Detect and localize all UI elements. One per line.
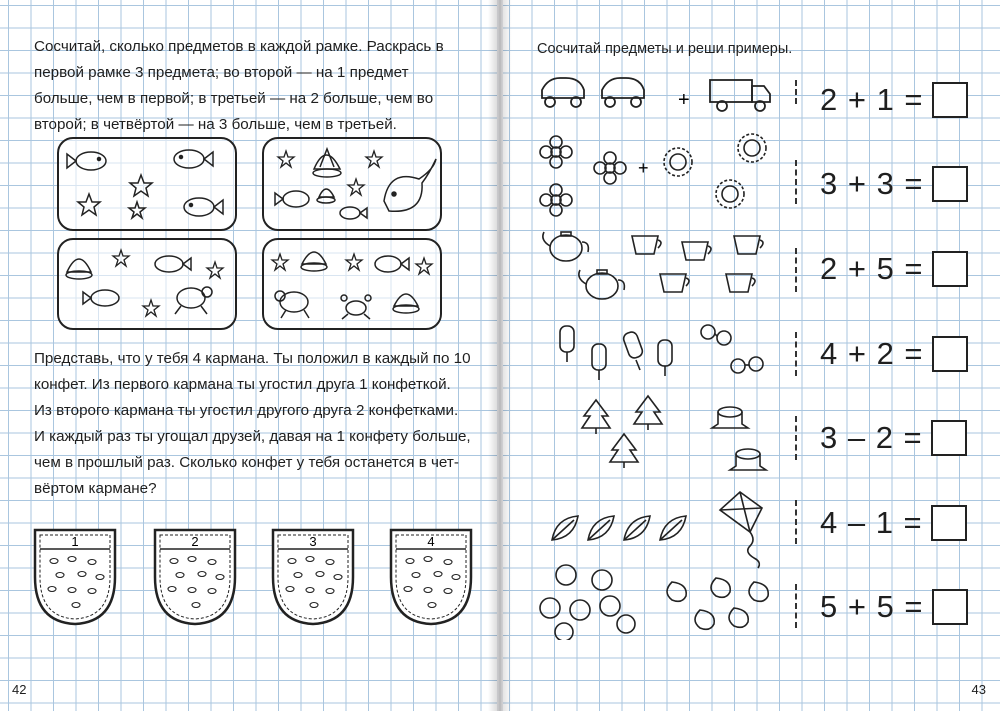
turtle-icon [275,291,309,318]
task1-text [34,34,444,138]
page-number-right: 43 [971,682,986,697]
starfish-icon [278,151,294,167]
fish-icon [275,191,309,207]
pocket-label: 2 [191,534,199,549]
stump-icon [712,407,766,470]
answer-box[interactable] [932,166,968,202]
fish-icon [155,256,191,272]
equation-text: 3 + 3 = [820,166,924,201]
starfish-icon [78,194,100,215]
divider [795,80,797,104]
starfish-icon [348,179,364,195]
equation-row [820,503,970,543]
answer-box[interactable] [932,589,968,625]
starfish-icon [143,300,159,316]
equation-text: 4 + 2 = [820,336,924,371]
frame-2[interactable] [262,137,442,231]
flower-icon [540,184,572,216]
plus-sign: + [678,89,690,111]
pocket-4[interactable] [388,527,474,632]
starfish-icon [366,151,382,167]
pear-icon [667,578,768,629]
book-spine [488,0,512,711]
turtle-icon [175,287,212,314]
sunflower-icon [664,134,766,208]
apple-icon [540,565,635,640]
divider [795,500,797,544]
equation-row [820,80,970,120]
task2-line: Из второго кармана ты угостил другого друга 2 конфетками. [34,402,459,419]
answer-box[interactable] [931,420,967,456]
kite-icon [720,492,762,568]
answer-box[interactable] [932,251,968,287]
fish-icon [174,150,213,168]
equation-row [820,249,970,289]
task2-line: конфет. Из первого кармана ты угостил друга 1 конфеткой. [34,376,451,393]
starfish-icon [129,202,145,218]
pocket-label: 3 [309,534,317,549]
divider [795,416,797,460]
pocket-3[interactable] [270,527,356,632]
answer-box[interactable] [932,82,968,118]
fish-icon [67,152,106,170]
starfish-icon [207,262,223,278]
leaf-icon [552,516,686,540]
counting-pictures [530,70,790,640]
flower-icon [594,152,626,184]
tree-icon [582,396,662,468]
task1-line: первой рамке 3 предмета; во второй — на 1 предмет [34,64,409,81]
instruction-text: Сосчитай предметы и реши примеры. [537,41,793,57]
glasses-icon [701,325,763,373]
shell-icon [393,294,419,313]
equation-row [820,418,970,458]
task1-line: второй; в четвёртой — на 3 больше, чем в третьей. [34,116,397,133]
car-icon [602,78,644,107]
equation-row [820,587,970,627]
left-page [0,0,497,711]
plus-sign: + [638,158,649,178]
task2-text [34,346,471,502]
task1-line: больше, чем в первой; в третьей — на 2 больше, чем во [34,90,434,107]
starfish-icon [113,250,129,266]
fish-icon [83,290,119,306]
task1-line: Сосчитай, сколько предметов в каждой рамке. Раскрась в [34,38,444,55]
cup-icon [632,236,763,292]
starfish-icon [130,175,152,196]
equation-row [820,164,970,204]
frame-3[interactable] [57,238,237,330]
flower-icon [540,136,572,168]
equation-text: 3 – 2 = [820,420,923,455]
equation-text: 5 + 5 = [820,589,924,624]
shell-icon [301,252,327,271]
fish-icon [375,256,409,272]
teapot-icon [543,232,625,299]
divider [795,584,797,628]
pocket-label: 4 [427,534,435,549]
starfish-icon [416,258,432,274]
pocket-2[interactable] [152,527,238,632]
answer-box[interactable] [932,336,968,372]
whale-icon [384,159,436,211]
divider [795,332,797,376]
task2-line: вёртом кармане? [34,480,157,497]
task2-line: И каждый раз ты угощал друзей, давая на 1 конфету больше, [34,428,471,445]
popsicle-icon [560,326,672,380]
fish-icon [184,198,223,216]
pocket-label: 1 [71,534,79,549]
starfish-icon [272,254,288,270]
frame-4[interactable] [262,238,442,330]
page-number-left: 42 [12,682,27,697]
truck-icon [710,80,770,111]
shell-icon [66,259,92,279]
shell-icon [317,189,335,203]
answer-box[interactable] [931,505,967,541]
divider [795,248,797,292]
shell-icon [313,149,341,177]
fish-icon [340,207,367,219]
pocket-1[interactable] [32,527,118,632]
equation-text: 2 + 5 = [820,251,924,286]
divider [795,160,797,204]
equation-row [820,334,970,374]
crab-icon [341,295,371,319]
starfish-icon [346,254,362,270]
task2-line: Представь, что у тебя 4 кармана. Ты положил в каждый по 10 [34,350,471,367]
task2-line: чем в прошлый раз. Сколько конфет у тебя останется в чет- [34,454,459,471]
car-icon [542,78,584,107]
equation-text: 4 – 1 = [820,505,923,540]
frame-1[interactable] [57,137,237,231]
equation-text: 2 + 1 = [820,82,924,117]
